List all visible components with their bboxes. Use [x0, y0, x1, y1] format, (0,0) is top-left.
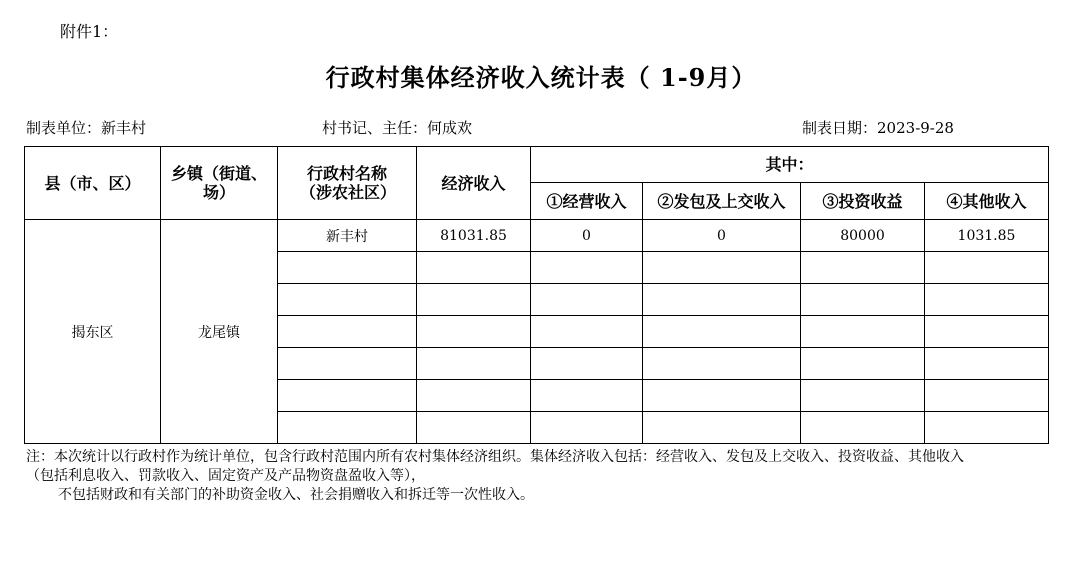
date-info	[802, 117, 954, 138]
header-contract: ②发包及上交收入	[643, 183, 801, 220]
note-line-1: 注：本次统计以行政村作为统计单位，包含行政村范围内所有农村集体经济组织。集体经济收入包括：经营收入、发包及上交收入、投资收益、其他收入	[26, 449, 964, 465]
header-income: 经济收入	[417, 147, 531, 220]
income-cell	[417, 284, 531, 316]
investment-cell: 80000	[801, 220, 925, 252]
village-cell	[278, 316, 417, 348]
header-town: 乡镇（街道、场）	[161, 147, 278, 220]
operating-cell	[531, 412, 643, 444]
table-row	[25, 220, 1049, 252]
contract-cell	[643, 252, 801, 284]
other-cell	[925, 284, 1049, 316]
operating-cell	[531, 252, 643, 284]
operating-cell	[531, 316, 643, 348]
note-line-2: （包括利息收入、罚款收入、固定资产及产品物资盘盈收入等），	[26, 468, 425, 484]
village-cell	[278, 412, 417, 444]
village-cell	[278, 284, 417, 316]
village-cell	[278, 380, 417, 412]
income-cell	[417, 348, 531, 380]
investment-cell	[801, 252, 925, 284]
income-table	[24, 146, 1049, 444]
other-cell	[925, 348, 1049, 380]
investment-cell	[801, 412, 925, 444]
income-cell: 81031.85	[417, 220, 531, 252]
other-cell	[925, 380, 1049, 412]
operating-cell: 0	[531, 220, 643, 252]
header-other: ④其他收入	[925, 183, 1049, 220]
header-among: 其中：	[531, 147, 1049, 183]
village-cell	[278, 252, 417, 284]
county-cell: 揭东区	[25, 220, 161, 444]
date-label: 制表日期：	[802, 119, 878, 137]
contract-cell	[643, 412, 801, 444]
secretary-value: 何成欢	[427, 119, 473, 137]
investment-cell	[801, 348, 925, 380]
village-cell	[278, 348, 417, 380]
village-cell: 新丰村	[278, 220, 417, 252]
income-cell	[417, 412, 531, 444]
contract-cell	[643, 284, 801, 316]
other-cell	[925, 412, 1049, 444]
date-value: 2023-9-28	[877, 119, 954, 137]
operating-cell	[531, 380, 643, 412]
contract-cell	[643, 316, 801, 348]
unit-value: 新丰村	[101, 119, 147, 137]
header-operating: ①经营收入	[531, 183, 643, 220]
attachment-label: 附件1：	[60, 22, 119, 41]
notes	[26, 448, 1056, 505]
contract-cell	[643, 380, 801, 412]
header-investment: ③投资收益	[801, 183, 925, 220]
town-cell: 龙尾镇	[161, 220, 278, 444]
header-county: 县（市、区）	[25, 147, 161, 220]
income-cell	[417, 316, 531, 348]
note-line-3: 不包括财政和有关部门的补助资金收入、社会捐赠收入和拆迁等一次性收入。	[58, 487, 534, 503]
secretary-label: 村书记、主任：	[322, 119, 428, 137]
income-cell	[417, 380, 531, 412]
other-cell	[925, 252, 1049, 284]
contract-cell	[643, 348, 801, 380]
operating-cell	[531, 348, 643, 380]
investment-cell	[801, 316, 925, 348]
other-cell: 1031.85	[925, 220, 1049, 252]
unit-info	[26, 117, 146, 138]
header-village: 行政村名称（涉农社区）	[278, 147, 417, 220]
secretary-info	[322, 117, 472, 138]
contract-cell: 0	[643, 220, 801, 252]
operating-cell	[531, 284, 643, 316]
investment-cell	[801, 380, 925, 412]
page-title: 行政村集体经济收入统计表（ 1-9月）	[325, 63, 757, 92]
unit-label: 制表单位：	[26, 119, 102, 137]
other-cell	[925, 316, 1049, 348]
income-cell	[417, 252, 531, 284]
investment-cell	[801, 284, 925, 316]
